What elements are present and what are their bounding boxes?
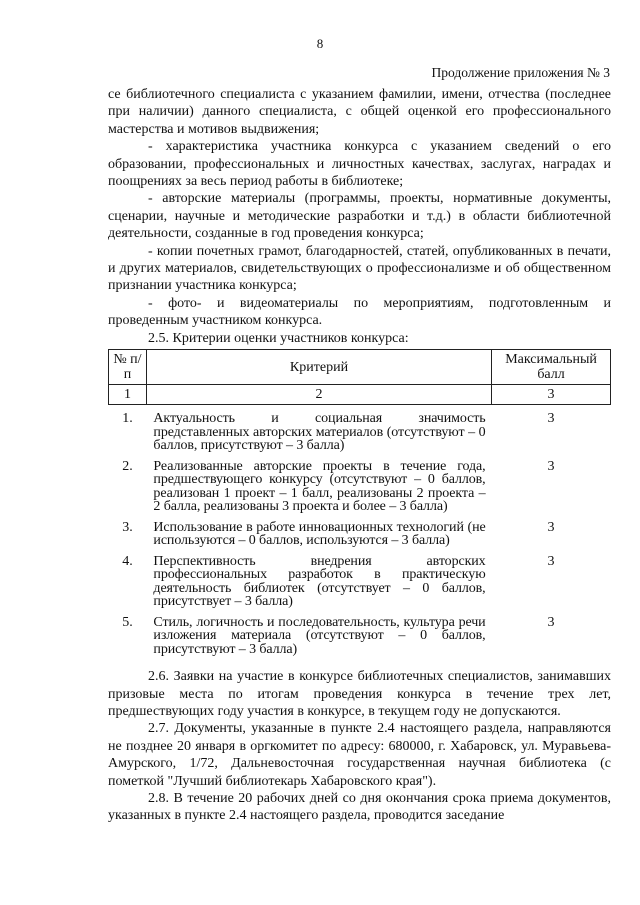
criteria-table (108, 349, 611, 656)
row-max-score: 3 (547, 614, 555, 630)
appendix-continuation-note: Продолжение приложения № 3 (431, 65, 610, 80)
header-number: № п/п (109, 350, 147, 385)
row-number: 3. (122, 519, 133, 535)
document-body (108, 86, 611, 825)
row-max-score: 3 (547, 411, 555, 427)
paragraph-nomination-info: се библиотечного специалиста с указанием фамилии, имени, отчества (последнее при наличии) данного специалиста, с общей оценкой его профессионального мастерства и мотивов выдвижения; (108, 87, 611, 137)
row-number: 1. (122, 411, 133, 427)
section-2-5-heading: 2.5. Критерии оценки участников конкурса: (148, 330, 409, 346)
row-max-score: 3 (547, 458, 555, 474)
table-header-row (109, 350, 611, 385)
row-criterion: Стиль, логичность и последовательность, культура речи изложения материала (отсутствуют – 0 баллов, присутствуют – 3 балла) (153, 614, 486, 657)
table-row (109, 609, 611, 657)
col-number-1: 1 (109, 385, 147, 405)
col-number-3: 3 (492, 385, 611, 405)
list-item-photo-video: - фото- и видеоматериалы по мероприятиям, подготовленным и проведенным участником конкурса. (108, 295, 611, 329)
row-criterion: Перспективность внедрения авторских профессиональных разработок в практическую деятельность библиотек (отсутствует – 0 баллов, присутствует – 3 балла) (153, 553, 486, 610)
table-row (109, 514, 611, 548)
table-row (109, 548, 611, 609)
row-max-score: 3 (547, 519, 555, 535)
header-max-score: Максимальный балл (492, 350, 611, 385)
table-numbering-row (109, 385, 611, 405)
row-criterion: Актуальность и социальная значимость представленных авторских материалов (отсутствуют – 0 баллов, присутствуют – 3 балла) (153, 411, 486, 454)
list-item-characteristic: - характеристика участника конкурса с указанием сведений о его образовании, профессиональных и личностных качествах, заслугах, наградах и поощрениях за весь период работы в библиотеке; (108, 139, 611, 190)
paragraph-2-8: 2.8. В течение 20 рабочих дней со дня окончания срока приема документов, указанных в пункте 2.4 настоящего раздела, проводится заседание (108, 790, 611, 824)
table-row (109, 453, 611, 514)
row-max-score: 3 (547, 553, 555, 569)
row-number: 4. (122, 553, 133, 569)
row-number: 2. (122, 458, 133, 474)
col-number-2: 2 (146, 385, 491, 405)
header-criterion: Критерий (146, 350, 491, 385)
page-number: 8 (316, 36, 324, 51)
paragraph-2-7: 2.7. Документы, указанные в пункте 2.4 настоящего раздела, направляются не позднее 20 января в оргкомитет по адресу: 680000, г. Хабаровск, ул. Муравьева-Амурского, 1/72, Дальневосточная государственная научная библиотека (с пометкой "Лучший библиотекарь Хабаровского края"). (108, 721, 611, 789)
row-criterion: Использование в работе инновационных технологий (не используются – 0 баллов, используются – 3 балла) (153, 519, 486, 549)
list-item-author-materials: - авторские материалы (программы, проекты, нормативные документы, сценарии, научные и методические разработки и т.д.) в области библиотечной деятельности, созданные в год проведения конкурса; (108, 191, 611, 242)
paragraph-2-6: 2.6. Заявки на участие в конкурсе библиотечных специалистов, занимавших призовые места по итогам проведения конкурса в течение трех лет, предшествующих году участия в конкурсе, в текущем году не допускаются. (108, 669, 611, 719)
table-row (109, 405, 611, 453)
row-number: 5. (122, 614, 133, 630)
row-criterion: Реализованные авторские проекты в течение года, предшествующего конкурсу (отсутствуют – 0 баллов, реализован 1 проект – 1 балл, реализованы 2 проекта – 2 балла, реализованы 3 проекта и более – 3 балла) (153, 458, 486, 515)
list-item-certificates: - копии почетных грамот, благодарностей, статей, опубликованных в печати, и других материалов, свидетельствующих о профессионализме и об общественном признании участника конкурса; (108, 243, 611, 294)
